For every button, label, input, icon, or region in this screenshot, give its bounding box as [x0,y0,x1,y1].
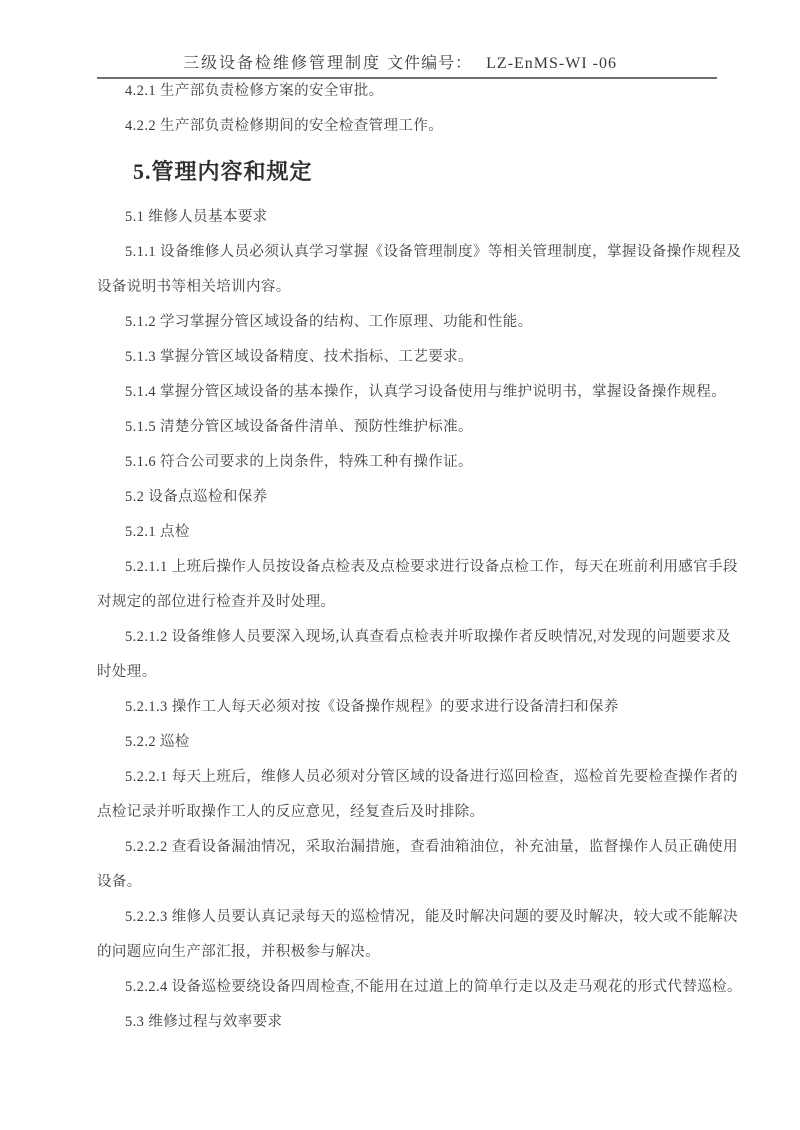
document-line: 5.1.2 学习掌握分管区域设备的结构、工作原理、功能和性能。 [125,314,533,330]
document-title: 三级设备检维修管理制度 [183,55,382,72]
document-line: 的问题应向生产部汇报，并积极参与解决。 [97,944,381,960]
document-line: 5.1.6 符合公司要求的上岗条件，特殊工种有操作证。 [125,454,473,470]
document-line: 5.3 维修过程与效率要求 [125,1014,283,1030]
document-line: 5.2.2 巡检 [125,734,190,750]
document-header [97,0,717,79]
document-line: 5.2.1 点检 [125,524,190,540]
document-line: 5.1.3 掌握分管区域设备精度、技术指标、工艺要求。 [125,349,473,365]
document-line: 设备。 [97,874,142,890]
document-line: 5.2.2.1 每天上班后，维修人员必须对分管区域的设备进行巡回检查，巡检首先要检查操作者的 [125,769,738,785]
document-line: 点检记录并听取操作工人的反应意见，经复查后及时排除。 [97,804,485,820]
document-line: 5.2.1.2 设备维修人员要深入现场,认真查看点检表并听取操作者反映情况,对发现的问题要求及 [125,629,732,645]
document-line: 5.1.5 清楚分管区域设备备件清单、预防性维护标准。 [125,419,473,435]
document-line: 5.1.1 设备维修人员必须认真学习掌握《设备管理制度》等相关管理制度，掌握设备操作规程及 [125,244,742,260]
document-line: 5.2 设备点巡检和保养 [125,489,268,505]
document-line: 5.1.4 掌握分管区域设备的基本操作，认真学习设备使用与维护说明书，掌握设备操作规程。 [125,384,727,400]
document-line: 4.2.2 生产部负责检修期间的安全检查管理工作。 [125,118,444,134]
document-line: 5.2.1.3 操作工人每天必须对按《设备操作规程》的要求进行设备清扫和保养 [125,699,619,715]
document-line: 对规定的部位进行检查并及时处理。 [97,594,336,610]
document-line: 5.2.1.1 上班后操作人员按设备点检表及点检要求进行设备点检工作，每天在班前利用感官手段 [125,559,738,575]
document-line: 5.2.2.2 查看设备漏油情况，采取治漏措施，查看油箱油位，补充油量，监督操作人员正确使用 [125,839,738,855]
document-line: 设备说明书等相关培训内容。 [97,279,291,295]
document-line: 5.2.2.3 维修人员要认真记录每天的巡检情况，能及时解决问题的要及时解决，较大或不能解决 [125,909,738,925]
document-line: 时处理。 [97,664,157,680]
document-header-row [97,47,717,77]
document-line: 4.2.1 生产部负责检修方案的安全审批。 [125,83,384,99]
document-line: 5.1 维修人员基本要求 [125,209,268,225]
section-heading: 5.管理内容和规定 [133,159,313,184]
document-body [97,74,742,1040]
file-number-label: 文件编号： [387,55,473,72]
document-line: 5.2.2.4 设备巡检要绕设备四周检查,不能用在过道上的简单行走以及走马观花的形式代替巡检。 [125,979,742,995]
file-number-value: LZ-EnMS-WI -06 [486,55,617,72]
